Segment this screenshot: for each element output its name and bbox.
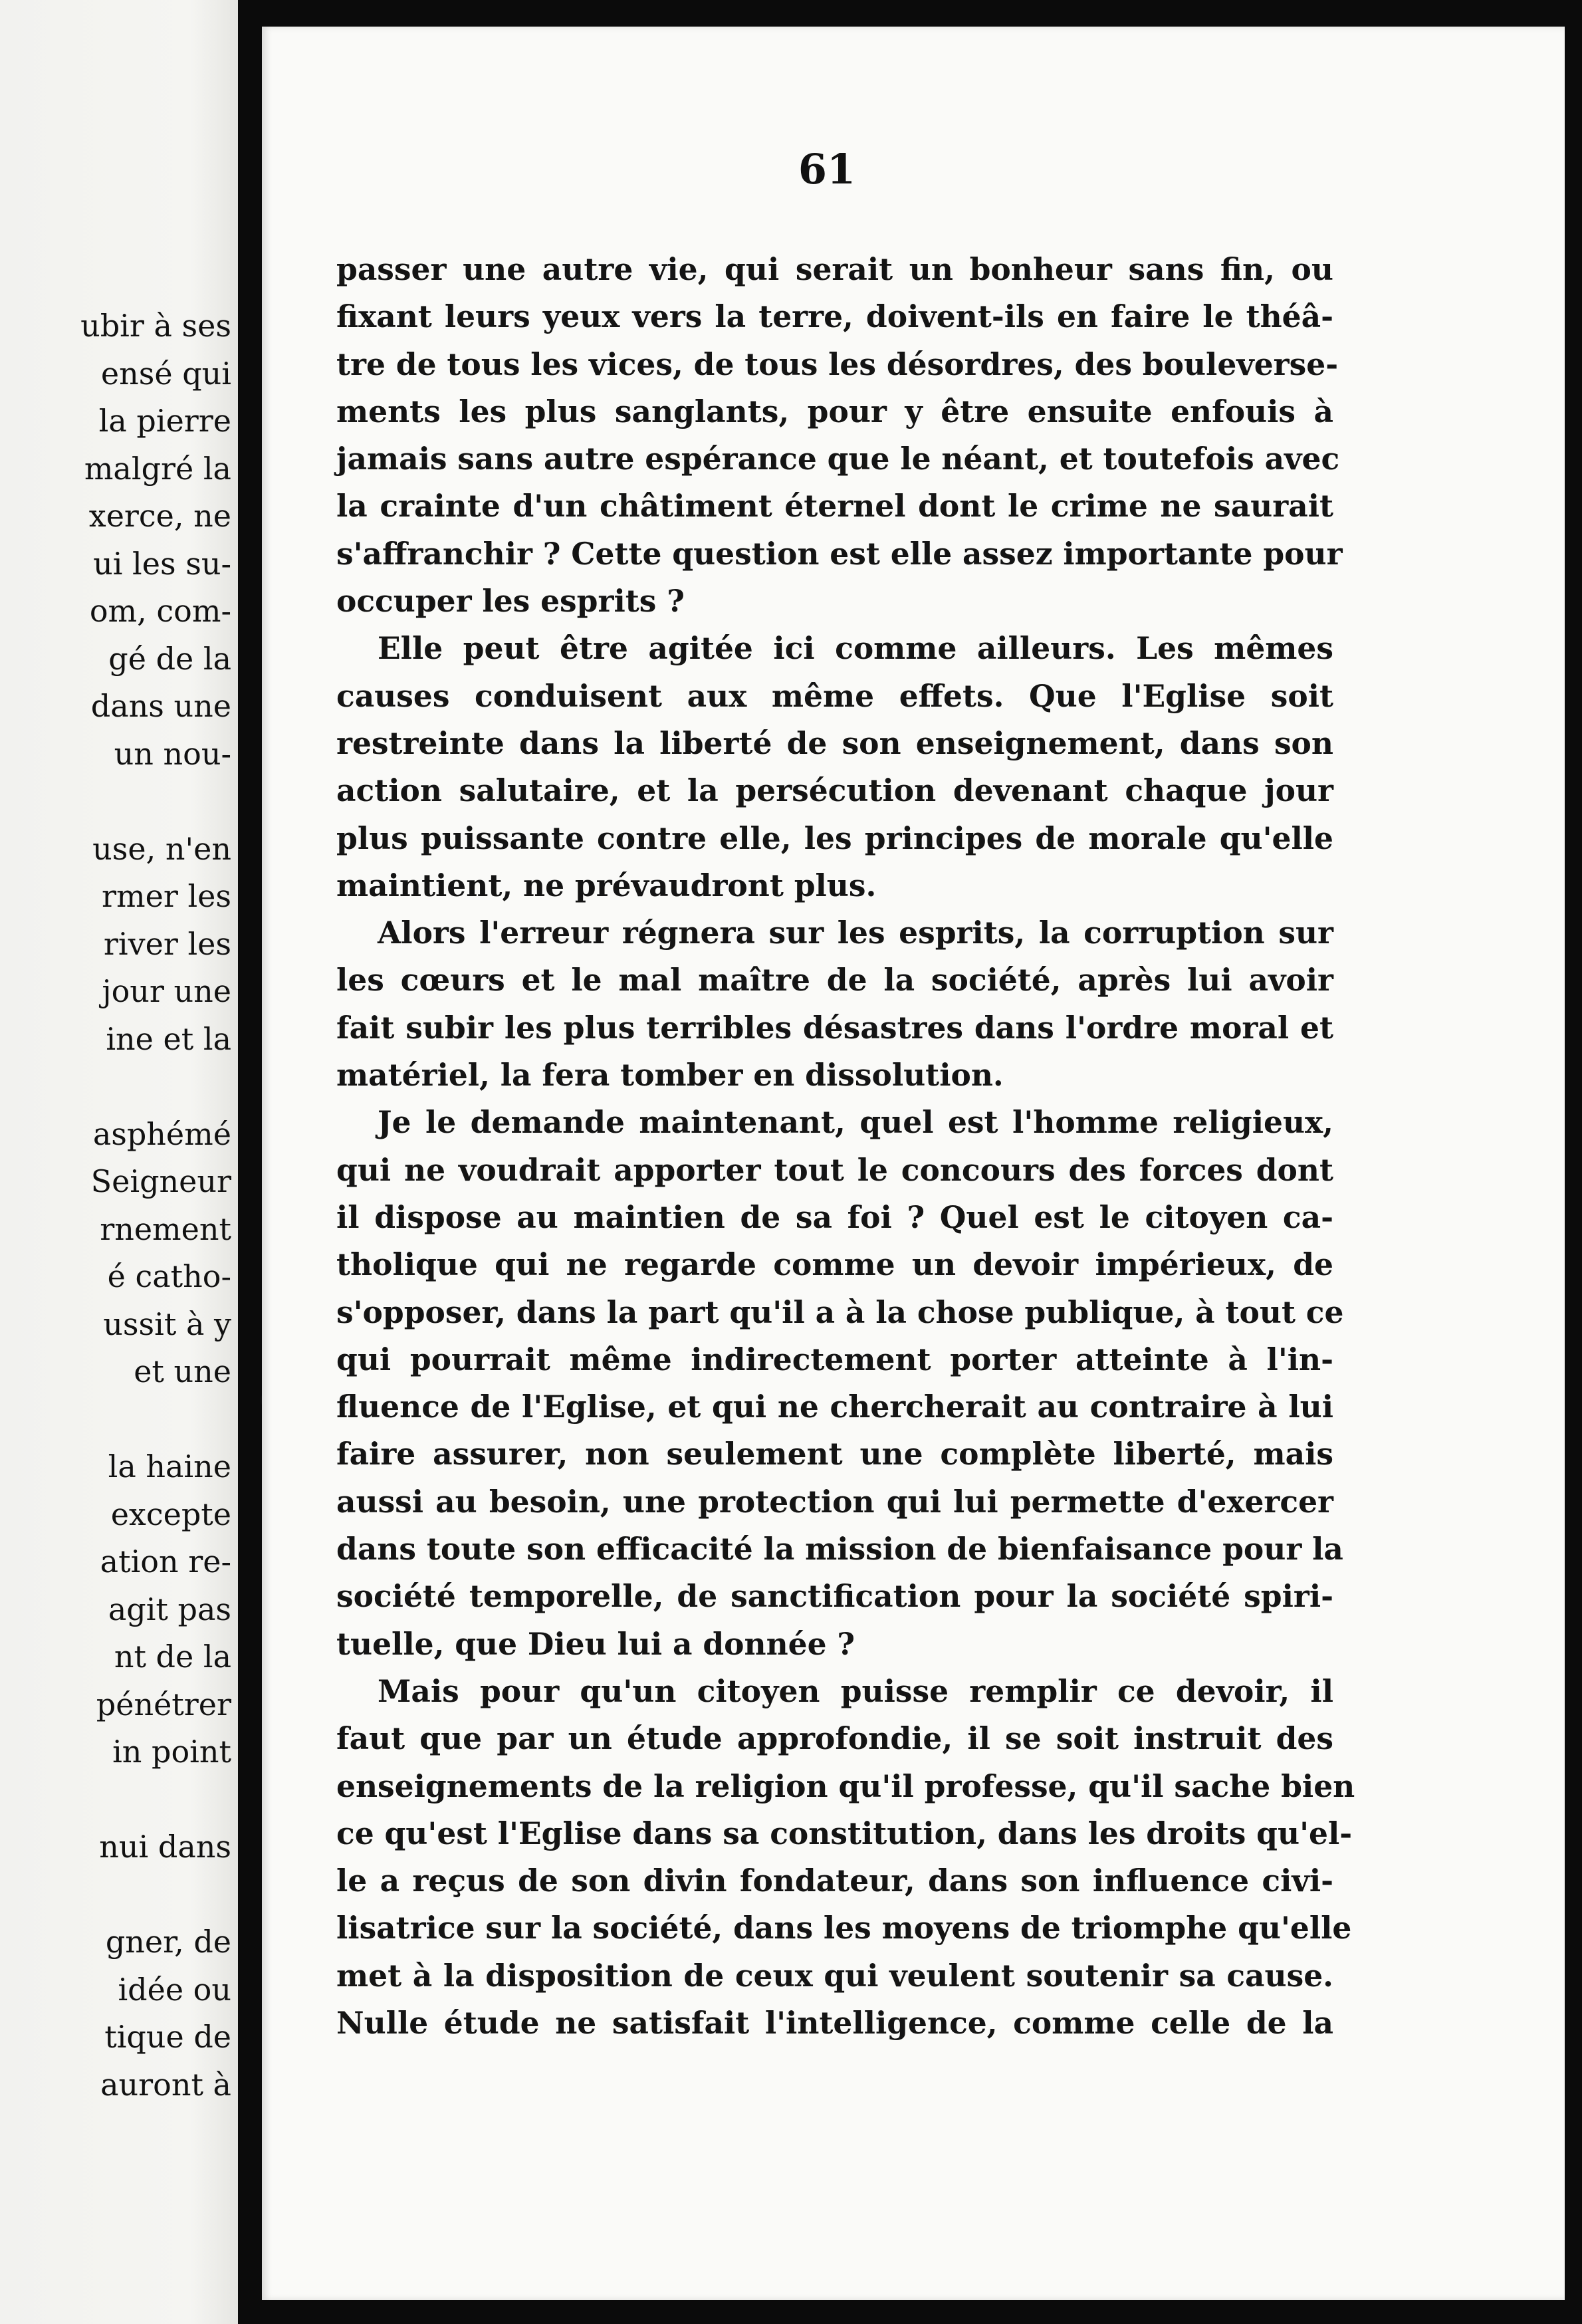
text-line: société temporelle, de sanctification pour la société spiri- — [336, 1578, 1333, 1615]
page-number: 61 — [798, 145, 856, 193]
facing-page-line: gner, de — [105, 1924, 231, 1960]
book-page — [262, 27, 1565, 2300]
paragraph — [336, 1099, 1344, 1668]
facing-page-line: é catho- — [107, 1258, 231, 1294]
text-line: lisatrice sur la société, dans les moyens de triomphe qu'elle — [336, 1910, 1352, 1946]
text-line: fixant leurs yeux vers la terre, doivent-ils en faire le théâ- — [336, 298, 1333, 335]
facing-page-line: use, n'en — [92, 830, 231, 867]
text-line: maintient, ne prévaudront plus. — [336, 867, 877, 903]
text-line: faut que par un étude approfondie, il se soit instruit des — [336, 1720, 1333, 1757]
facing-page-line: ubir à ses — [80, 308, 231, 344]
facing-page-line: pénétrer — [96, 1686, 231, 1722]
book-gutter — [238, 0, 262, 2324]
facing-page-line: excepte — [110, 1496, 231, 1532]
text-line: Mais pour qu'un citoyen puisse remplir ce devoir, il — [378, 1673, 1333, 1709]
text-line: s'opposer, dans la part qu'il a à la chose publique, à tout ce — [336, 1294, 1344, 1330]
text-line: fait subir les plus terribles désastres dans l'ordre moral et — [336, 1009, 1333, 1046]
text-line: fluence de l'Eglise, et qui ne chercherait au contraire à lui — [336, 1389, 1333, 1425]
text-line: tuelle, que Dieu lui a donnée ? — [336, 1625, 855, 1662]
text-line: la crainte d'un châtiment éternel dont le crime ne saurait — [336, 488, 1333, 524]
facing-page-line: nt de la — [114, 1639, 231, 1675]
facing-page-line: xerce, ne — [88, 498, 231, 534]
text-line: ce qu'est l'Eglise dans sa constitution, dans les droits qu'el- — [336, 1815, 1353, 1851]
facing-page-left — [0, 0, 238, 2324]
facing-page-line: la haine — [108, 1449, 231, 1484]
facing-page-line — [5, 1776, 231, 1824]
facing-page-line: et une — [134, 1353, 231, 1389]
paragraph — [336, 246, 1343, 625]
facing-page-line: rmer les — [102, 878, 231, 914]
facing-page-line: gé de la — [108, 640, 231, 677]
facing-page-line: in point — [112, 1734, 231, 1770]
facing-page-line: asphémé — [92, 1115, 231, 1152]
paragraph — [336, 909, 1333, 1099]
text-line: s'affranchir ? Cette question est elle assez importante pour — [336, 535, 1343, 572]
facing-page-line — [5, 1063, 231, 1111]
facing-page-line: rnement — [100, 1211, 231, 1247]
text-line: plus puissante contre elle, les principes de morale qu'elle — [336, 820, 1333, 856]
text-line: le a reçus de son divin fondateur, dans son influence civi- — [336, 1863, 1333, 1899]
page-body-text — [336, 246, 1355, 2047]
text-line: Je le demande maintenant, quel est l'homme religieux, — [378, 1104, 1333, 1141]
text-line: met à la disposition de ceux qui veulent soutenir sa cause. — [336, 1957, 1333, 1994]
facing-page-line: dans une — [90, 688, 231, 724]
facing-page-line: auront à — [100, 2066, 231, 2103]
facing-page-line: nui dans — [99, 1829, 231, 1865]
scan-right-edge — [1565, 0, 1582, 2324]
text-line: restreinte dans la liberté de son enseignement, dans son — [336, 725, 1333, 761]
paragraph — [336, 625, 1333, 909]
text-line: passer une autre vie, qui serait un bonheur sans fin, ou — [336, 251, 1333, 287]
facing-page-line — [5, 1396, 231, 1444]
facing-page-line: om, com- — [89, 593, 231, 629]
facing-page-line: ensé qui — [100, 355, 231, 392]
text-line: dans toute son efficacité la mission de bienfaisance pour la — [336, 1531, 1343, 1568]
text-line: causes conduisent aux même effets. Que l'Eglise soit — [336, 677, 1333, 714]
facing-page-line: ussit à y — [103, 1306, 231, 1342]
text-line: jamais sans autre espérance que le néant, et toutefois avec — [336, 441, 1340, 477]
facing-page-line: la pierre — [98, 403, 231, 439]
facing-page-line: tique de — [104, 2019, 231, 2055]
facing-page-line: un nou- — [114, 735, 231, 772]
text-line: aussi au besoin, une protection qui lui permette d'exercer — [336, 1483, 1333, 1520]
facing-page-line: river les — [103, 925, 231, 962]
facing-page-line: Seigneur — [90, 1163, 231, 1199]
text-line: enseignements de la religion qu'il professe, qu'il sache bien — [336, 1768, 1355, 1804]
facing-page-line: idée ou — [118, 1971, 231, 2008]
text-line: il dispose au maintien de sa foi ? Quel est le citoyen ca- — [336, 1199, 1333, 1235]
facing-page-text — [5, 302, 231, 2109]
text-line: action salutaire, et la persécution devenant chaque jour — [336, 772, 1333, 809]
facing-page-line: ine et la — [106, 1020, 231, 1057]
text-line: matériel, la fera tomber en dissolution. — [336, 1057, 1004, 1094]
text-line: Alors l'erreur régnera sur les esprits, la corruption sur — [378, 915, 1333, 951]
facing-page-line: ation re- — [100, 1544, 231, 1579]
text-line: qui ne voudrait apporter tout le concours des forces dont — [336, 1151, 1333, 1188]
text-line: tholique qui ne regarde comme un devoir impérieux, de — [336, 1246, 1333, 1283]
text-line: Elle peut être agitée ici comme ailleurs. Les mêmes — [378, 630, 1333, 667]
text-line: les cœurs et le mal maître de la société, après lui avoir — [336, 962, 1333, 998]
facing-page-line: ui les su- — [93, 545, 231, 582]
facing-page-line: agit pas — [108, 1591, 231, 1627]
text-line: tre de tous les vices, de tous les désordres, des bouleverse- — [336, 346, 1339, 382]
text-line: occuper les esprits ? — [336, 583, 685, 620]
paragraph — [336, 1668, 1355, 2047]
text-line: qui pourrait même indirectement porter atteinte à l'in- — [336, 1341, 1333, 1377]
text-line: faire assurer, non seulement une complète liberté, mais — [336, 1436, 1333, 1472]
facing-page-line — [5, 778, 231, 826]
facing-page-line: malgré la — [84, 450, 231, 487]
text-line: Nulle étude ne satisfait l'intelligence, comme celle de la — [336, 2004, 1333, 2041]
text-line: ments les plus sanglants, pour y être ensuite enfouis à — [336, 393, 1333, 429]
facing-page-line: jour une — [102, 973, 231, 1009]
facing-page-line — [5, 1871, 231, 1919]
